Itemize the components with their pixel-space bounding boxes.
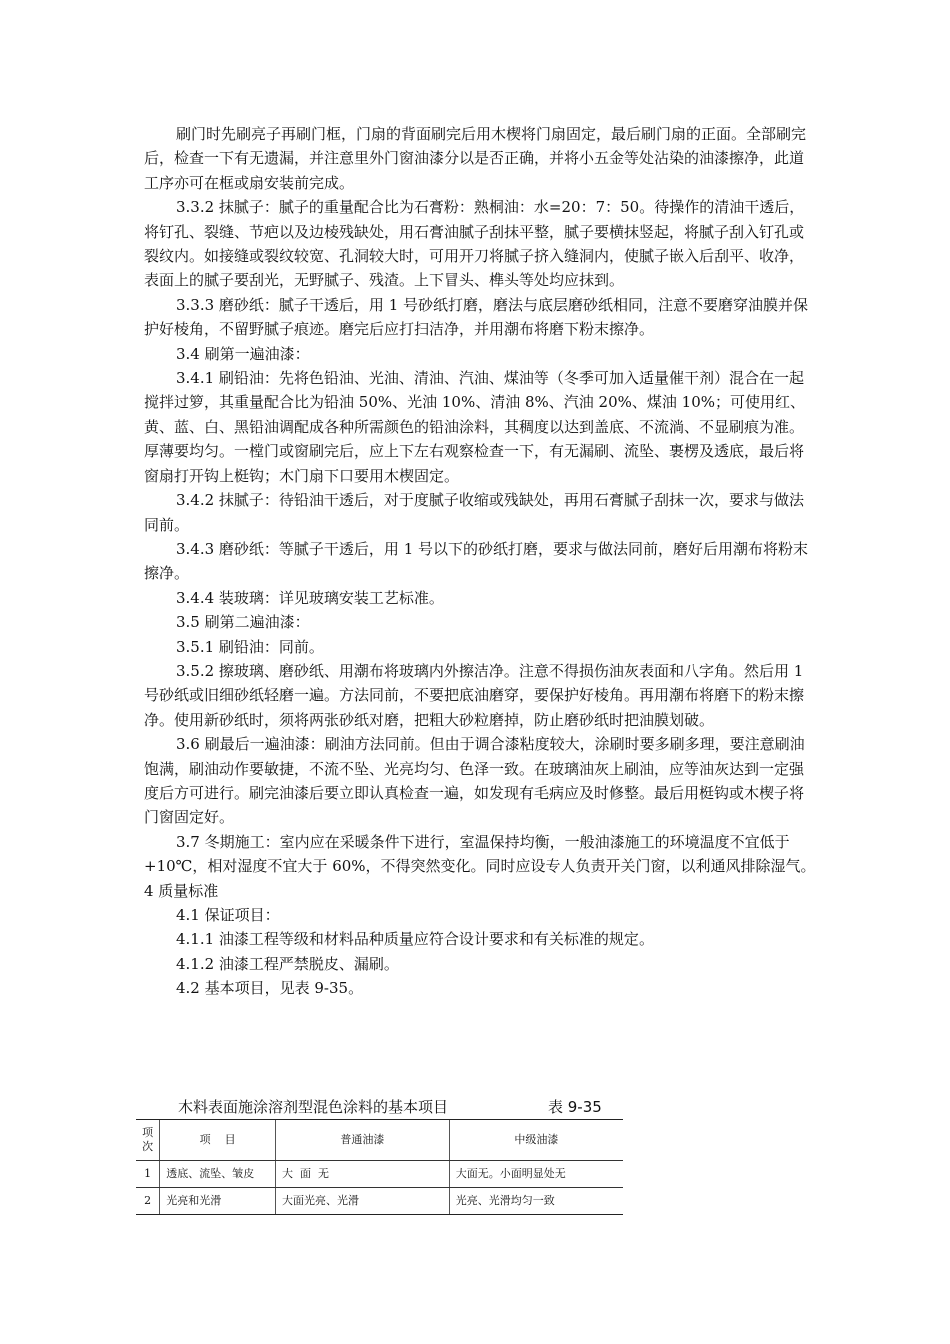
- chapter-heading: 4 质量标准: [144, 881, 219, 900]
- section-heading: 4.1 保证项目：: [176, 906, 280, 924]
- document-body: [144, 122, 816, 1001]
- paragraph: 3.4.1 刷铅油：先将色铅油、光油、清油、汽油、煤油等（冬季可加入适量催干剂）混合在一起搅拌过箩，其重量配合比为铅油 50%、光油 10%、清油 8%、汽油 20%、煤油 10%；可使用红、黄、蓝、白、黑铅油调配成各种所需颜色的铅油涂料，其稠度以达到盖底、不流淌、不显刷痕为准。厚薄要均匀。一樘门或窗刷完后，应上下左右观察检查一下，有无漏刷、流坠、裹楞及透底，最后将窗扇打开钩上梃钩；木门扇下口要用木楔固定。: [144, 369, 805, 485]
- quality-table: [136, 1119, 623, 1215]
- table-cell: 光亮、光滑均匀一致: [449, 1188, 623, 1215]
- table-row: [136, 1161, 623, 1188]
- header-cell: 项次: [136, 1120, 160, 1161]
- paragraph: 刷门时先刷亮子再刷门框，门扇的背面刷完后用木楔将门扇固定，最后刷门扇的正面。全部刷完后，检查一下有无遗漏，并注意里外门窗油漆分以是否正确，并将小五金等处沾染的油漆擦净，此道工序亦可在框或扇安装前完成。: [144, 125, 807, 192]
- paragraph: 3.4.2 抹腻子：待铅油干透后，对于度腻子收缩或残缺处，再用石膏腻子刮抹一次，要求与做法同前。: [144, 491, 804, 534]
- paragraph: 4.1.1 油漆工程等级和材料品种质量应符合设计要求和有关标准的规定。: [176, 930, 654, 949]
- table-row: [136, 1188, 623, 1215]
- table-cell: 大面无。小面明显处无: [449, 1161, 623, 1188]
- paragraph: 3.3.3 磨砂纸：腻子干透后，用 1 号砂纸打磨，磨法与底层磨砂纸相同，注意不要磨穿油膜并保护好棱角，不留野腻子痕迹。磨完后应打扫洁净，并用潮布将磨下粉末擦净。: [144, 295, 809, 339]
- table-cell: 透底、流坠、皱皮: [160, 1161, 276, 1188]
- header-cell: 普通油漆: [276, 1120, 450, 1161]
- paragraph: 3.7 冬期施工：室内应在采暖条件下进行，室温保持均衡，一般油漆施工的环境温度不宜低于+10℃，相对湿度不宜大于 60%，不得突然变化。同时应设专人负责开关门窗，以利通风排除湿气。: [144, 832, 816, 876]
- table-cell: 大面光亮、光滑: [276, 1188, 450, 1215]
- paragraph: 4.1.2 油漆工程严禁脱皮、漏刷。: [176, 954, 399, 973]
- paragraph: 3.5.1 刷铅油：同前。: [176, 637, 324, 656]
- section-heading: 3.4 刷第一遍油漆：: [176, 344, 310, 363]
- header-cell: 项 目: [160, 1120, 276, 1161]
- table-cell: 1: [136, 1161, 160, 1188]
- paragraph: 3.4.4 装玻璃：详见玻璃安装工艺标准。: [176, 588, 444, 607]
- paragraph: 3.5.2 擦玻璃、磨砂纸、用潮布将玻璃内外擦洁净。注意不得损伤油灰表面和八字角。然后用 1 号砂纸或旧细砂纸轻磨一遍。方法同前，不要把底油磨穿，要保护好棱角。再用潮布将磨下的粉末擦净。使用新砂纸时，须将两张砂纸对磨，把粗大砂粒磨掉，防止磨砂纸时把油膜划破。: [144, 661, 805, 729]
- table-caption: [178, 1096, 618, 1118]
- header-cell: 中级油漆: [449, 1120, 623, 1161]
- table-cell: 大 面 无: [276, 1161, 450, 1188]
- paragraph: 3.6 刷最后一遍油漆：刷油方法同前。但由于调合漆粘度较大，涂刷时要多刷多理，要注意刷油饱满，刷油动作要敏捷，不流不坠、光亮均匀、色泽一致。在玻璃油灰上刷油，应等油灰达到一定强度后方可进行。刷完油漆后要立即认真检查一遍，如发现有毛病应及时修整。最后用梃钩或木楔子将门窗固定好。: [144, 735, 805, 827]
- section-heading: 3.5 刷第二遍油漆：: [176, 613, 310, 632]
- paragraph: 4.2 基本项目，见表 9-35。: [176, 979, 364, 998]
- table-ref: 表 9-35: [548, 1098, 602, 1116]
- table-cell: 光亮和光滑: [160, 1188, 276, 1215]
- table-title: 木料表面施涂溶剂型混色涂料的基本项目: [178, 1098, 449, 1116]
- table-header-row: [136, 1120, 623, 1161]
- paragraph: 3.3.2 抹腻子：腻子的重量配合比为石膏粉：熟桐油：水=20：7：50。待操作的清油干透后，将钉孔、裂缝、节疤以及边棱残缺处，用石膏油腻子刮抹平整，腻子要横抹竖起，将腻子刮入钉孔或裂纹内。如接缝或裂纹较宽、孔洞较大时，可用开刀将腻子挤入缝洞内，使腻子嵌入后刮平、收净，表面上的腻子要刮光，无野腻子、残渣。上下冒头、榫头等处均应抹到。: [144, 198, 805, 290]
- paragraph: 3.4.3 磨砂纸：等腻子干透后，用 1 号以下的砂纸打磨，要求与做法同前，磨好后用潮布将粉末擦净。: [144, 539, 809, 583]
- table-cell: 2: [136, 1188, 160, 1215]
